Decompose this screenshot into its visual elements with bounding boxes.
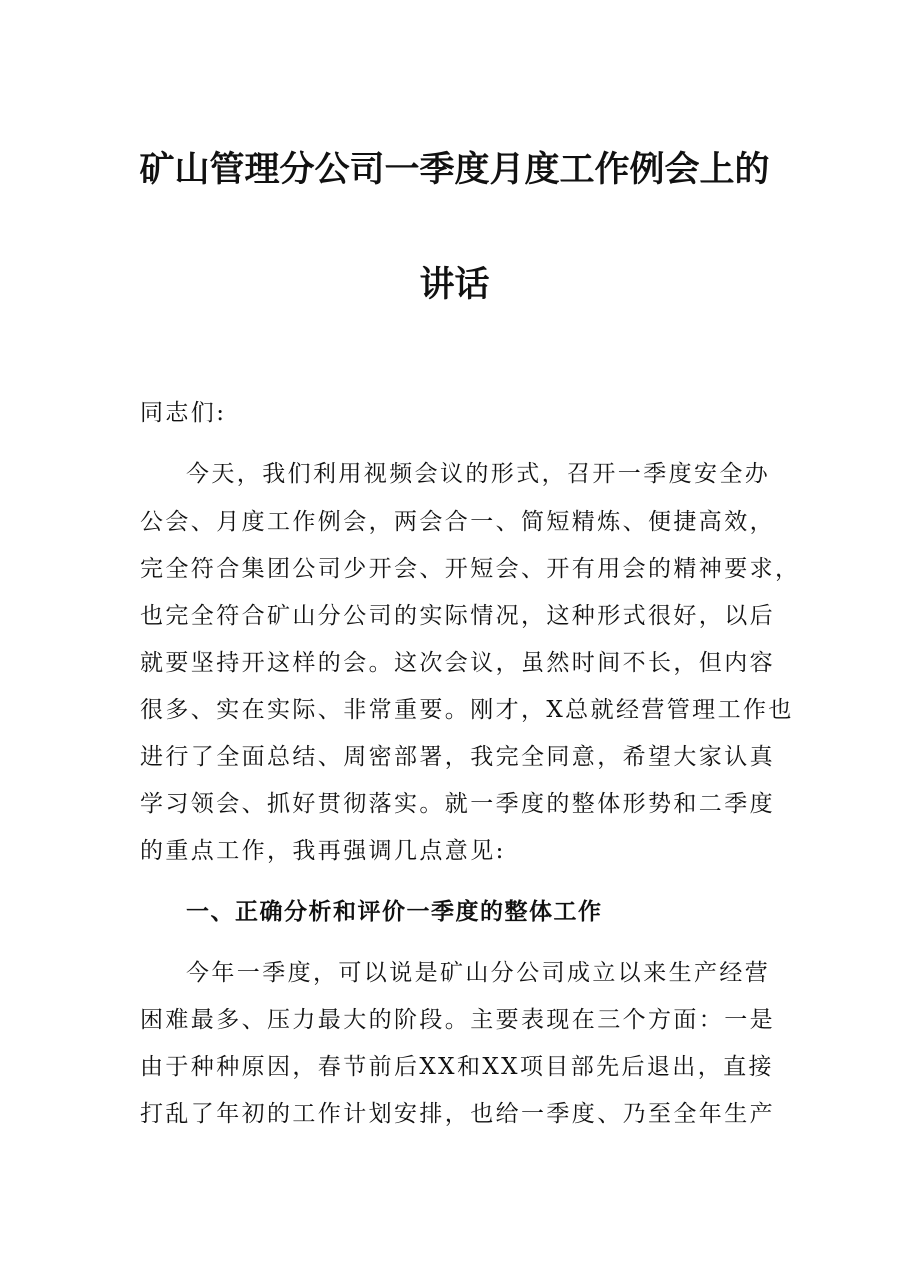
paragraph-2-line-1: 今年一季度，可以说是矿山分公司成立以来生产经营 <box>186 960 771 986</box>
paragraph-1-line-1: 今天，我们利用视频会议的形式，召开一季度安全办 <box>186 461 771 487</box>
section-1-heading: 一、正确分析和评价一季度的整体工作 <box>186 898 603 925</box>
paragraph-1-line-8: 学习领会、抓好贯彻落实。就一季度的整体形势和二季度 <box>140 791 775 817</box>
paragraph-1-line-4: 也完全符合矿山分公司的实际情况，这种形式很好，以后 <box>140 603 775 629</box>
paragraph-1-line-3: 完全符合集团公司少开会、开短会、开有用会的精神要求， <box>140 556 801 582</box>
paragraph-1-line-5: 就要坚持开这样的会。这次会议，虽然时间不长，但内容 <box>140 650 775 676</box>
paragraph-1-line-2: 公会、月度工作例会，两会合一、简短精炼、便捷高效， <box>140 509 775 535</box>
document-title-line-1: 矿山管理分公司一季度月度工作例会上的 <box>139 149 770 190</box>
paragraph-2-line-3: 由于种种原因，春节前后XX和XX项目部先后退出，直接 <box>140 1054 774 1080</box>
paragraph-1-line-6: 很多、实在实际、非常重要。刚才，X总就经营管理工作也 <box>140 697 794 723</box>
document-title-line-2: 讲话 <box>419 264 490 305</box>
salutation: 同志们: <box>140 400 227 426</box>
paragraph-2-line-4: 打乱了年初的工作计划安排，也给一季度、乃至全年生产 <box>140 1101 775 1127</box>
paragraph-1-line-7: 进行了全面总结、周密部署，我完全同意，希望大家认真 <box>140 744 775 770</box>
paragraph-2-line-2: 困难最多、压力最大的阶段。主要表现在三个方面：一是 <box>140 1007 775 1033</box>
paragraph-1-line-9: 的重点工作，我再强调几点意见: <box>140 838 506 864</box>
